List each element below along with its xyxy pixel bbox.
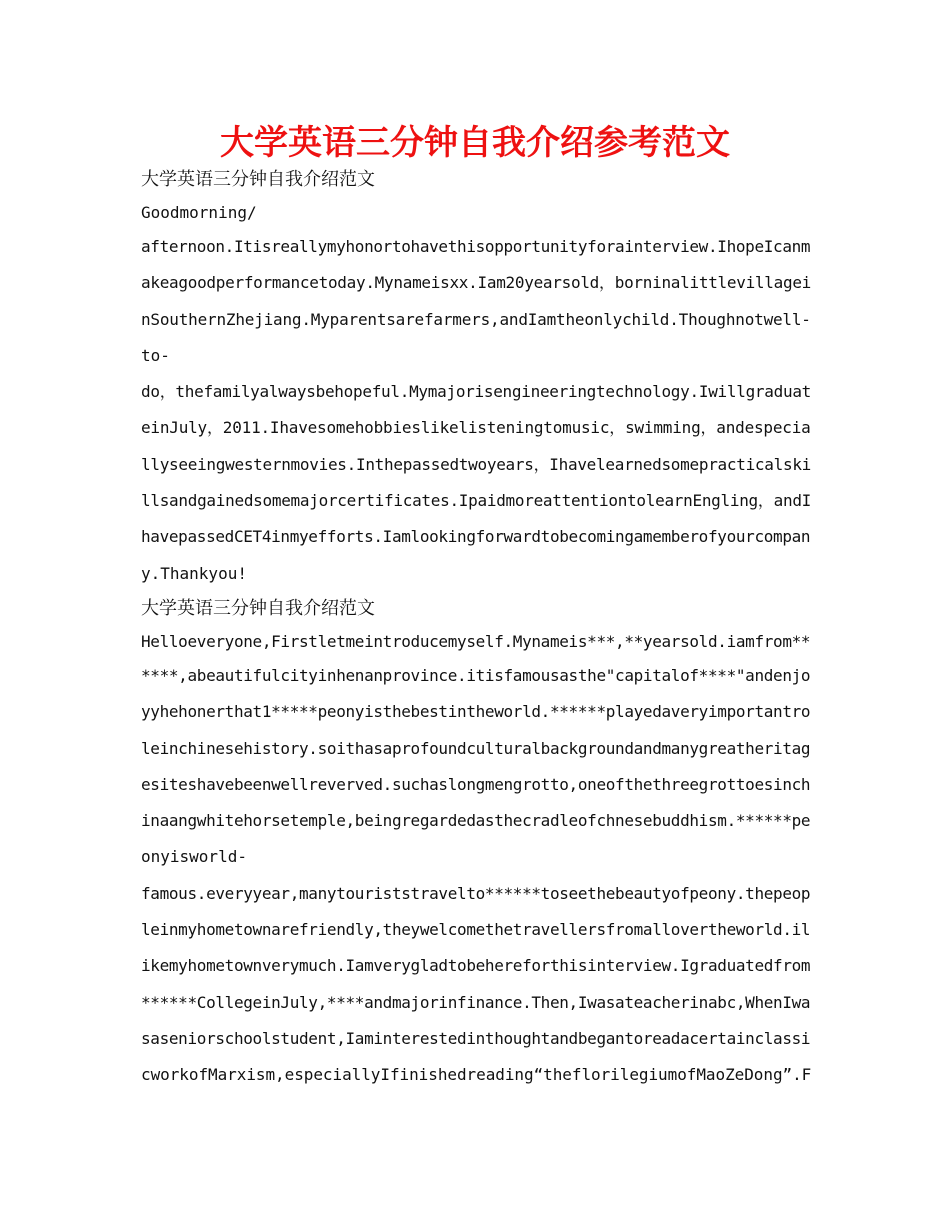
paragraph-line: saseniorschoolstudent,Iaminterestedinthoughtandbegantoreadacertainclassi <box>141 1028 811 1048</box>
paragraph-line: ikemyhometownverymuch.Iamverygladtobehereforthisinterview.Igraduatedfrom <box>141 956 811 976</box>
paragraph-line: Goodmorning/ <box>141 203 257 222</box>
section-1 <box>141 163 811 592</box>
paragraph-line: to- <box>141 345 170 365</box>
paragraph-line: havepassedCET4inmyefforts.Iamlookingforwardtobecomingamemberofyourcompan <box>141 527 811 547</box>
paragraph-line: llsandgainedsomemajorcertificates.IpaidmoreattentiontolearnEngling，andI <box>141 491 811 511</box>
paragraph-line: y.Thankyou! <box>141 563 247 583</box>
paragraph-line: famous.everyyear,manytouriststravelto******toseethebeautyofpeony.thepeop <box>141 883 811 903</box>
paragraph-line: do，thefamilyalwaysbehopeful.Mymajorisengineeringtechnology.Iwillgraduat <box>141 382 811 402</box>
paragraph-line: esiteshavebeenwellreverved.suchaslongmengrotto,oneofthethreegrottoesinch <box>141 774 811 794</box>
paragraph-line: onyisworld- <box>141 847 247 867</box>
paragraph-line: ******CollegeinJuly,****andmajorinfinance.Then,Iwasateacherinabc,WhenIwa <box>141 992 811 1012</box>
paragraph-line: inaangwhitehorsetemple,beingregardedasthecradleofchnesebuddhism.******pe <box>141 811 811 831</box>
paragraph-line: yyhehonerthat1*****peonyisthebestintheworld.******playedaveryimportantro <box>141 702 811 722</box>
paragraph-line: cworkofMarxism,especiallyIfinishedreading“theflorilegiumofMaoZeDong”.F <box>141 1065 811 1085</box>
section-heading: 大学英语三分钟自我介绍范文 <box>141 169 375 190</box>
section-heading: 大学英语三分钟自我介绍范文 <box>141 597 375 619</box>
paragraph-line: leinchinesehistory.soithasaprofoundculturalbackgroundandmanygreatheritag <box>141 738 811 758</box>
paragraph-line: nSouthernZhejiang.Myparentsarefarmers,andIamtheonlychild.Thoughnotwell- <box>141 309 811 329</box>
paragraph-line: akeagoodperformancetoday.Mynameisxx.Iam20yearsold，borninalittlevillagei <box>141 273 811 293</box>
paragraph-line: llyseeingwesternmovies.Inthepassedtwoyears，Ihavelearnedsomepracticalski <box>141 454 811 474</box>
paragraph-line: afternoon.Itisreallymyhonortohavethisopportunityforainterview.IhopeIcanm <box>141 237 811 256</box>
paragraph-line: Helloeveryone,Firstletmeintroducemyself.Mynameis***,**yearsold.iamfrom** <box>141 631 811 651</box>
section-2 <box>141 592 811 1094</box>
paragraph-line: leinmyhometownarefriendly,theywelcomethetravellersfromallovertheworld.il <box>141 920 811 940</box>
document-title: 大学英语三分钟自我介绍参考范文 <box>220 123 730 163</box>
paragraph-line: ****,abeautifulcityinhenanprovince.itisfamousasthe"capitalof****"andenjo <box>141 665 811 685</box>
document-body <box>141 163 811 1094</box>
paragraph-line: einJuly，2011.Ihavesomehobbieslikelisteningtomusic，swimming，andespecia <box>141 418 811 438</box>
